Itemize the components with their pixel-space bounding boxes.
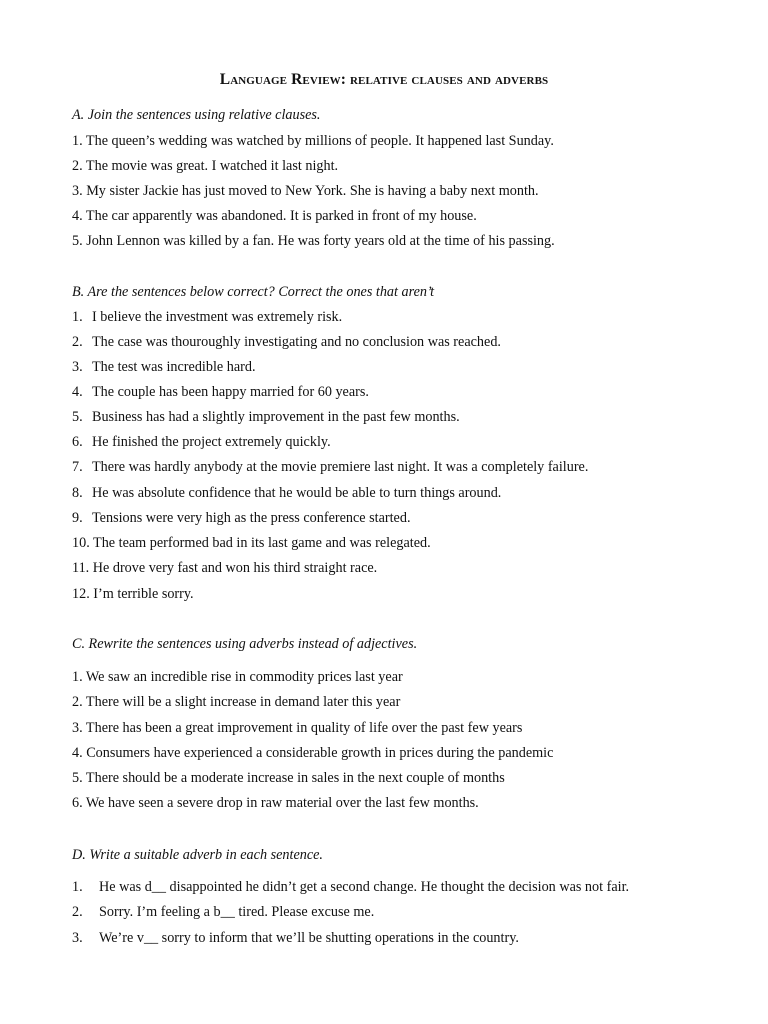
item-text: The case was thouroughly investigating and no conclusion was reached. [92,334,501,350]
item-text: He drove very fast and won his third straight race. [92,560,378,576]
section-b-item-9 [72,509,411,527]
section-c-heading: C. Rewrite the sentences using adverbs instead of adjectives. [72,636,418,652]
item-text: Business has had a slightly improvement in the past few months. [92,409,460,425]
section-d-item-2 [72,903,374,921]
item-number: 7. [72,459,83,475]
item-number: 1. [72,309,83,325]
item-number: 2. [72,904,83,920]
section-a-item-5: 5. John Lennon was killed by a fan. He was forty years old at the time of his passing. [72,233,555,249]
section-c-item-6: 6. We have seen a severe drop in raw material over the last few months. [72,795,479,811]
item-text: Tensions were very high as the press conference started. [92,510,411,526]
item-number: 10. [72,535,90,551]
section-a-item-1: 1. The queen’s wedding was watched by millions of people. It happened last Sunday. [72,133,554,149]
item-text: The couple has been happy married for 60 years. [92,384,369,400]
item-number: 4. [72,384,83,400]
item-number: 2. [72,334,83,350]
item-text: He was d__ disappointed he didn’t get a second change. He thought the decision was not fair. [99,879,630,895]
item-text: He finished the project extremely quickly. [92,434,331,450]
section-b-item-8 [72,484,501,502]
item-text: We’re v__ sorry to inform that we’ll be shutting operations in the country. [99,930,519,946]
section-b-item-11 [72,559,377,577]
item-text: The team performed bad in its last game and was relegated. [93,535,431,551]
item-text: I believe the investment was extremely risk. [92,309,343,325]
item-number: 11. [72,560,90,576]
item-number: 1. [72,879,83,895]
section-b-item-10 [72,534,431,552]
section-d-heading: D. Write a suitable adverb in each sentence. [72,847,323,863]
item-text: Sorry. I’m feeling a b__ tired. Please excuse me. [99,904,375,920]
item-number: 8. [72,485,83,501]
item-number: 3. [72,930,83,946]
section-b-item-4 [72,383,369,401]
section-b-item-7 [72,458,588,476]
item-text: There was hardly anybody at the movie premiere last night. It was a completely failure. [92,459,589,475]
section-b-item-6 [72,433,331,451]
item-text: The test was incredible hard. [92,359,256,375]
item-number: 12. [72,586,90,602]
section-b-heading: B. Are the sentences below correct? Correct the ones that aren’t [72,284,435,300]
section-d-item-1 [72,878,629,896]
item-number: 6. [72,434,83,450]
section-a-item-4: 4. The car apparently was abandoned. It is parked in front of my house. [72,208,477,224]
section-b-item-1 [72,308,342,326]
item-number: 5. [72,409,83,425]
section-c-item-5: 5. There should be a moderate increase in sales in the next couple of months [72,770,505,786]
section-b-item-12 [72,585,194,603]
item-text: He was absolute confidence that he would be able to turn things around. [92,485,502,501]
section-b-item-3 [72,358,256,376]
section-c-item-1: 1. We saw an incredible rise in commodity prices last year [72,669,403,685]
section-c-item-4: 4. Consumers have experienced a considerable growth in prices during the pandemic [72,745,554,761]
item-number: 3. [72,359,83,375]
item-number: 9. [72,510,83,526]
section-b-item-5 [72,408,460,426]
section-c-item-2: 2. There will be a slight increase in demand later this year [72,694,401,710]
section-a-item-3: 3. My sister Jackie has just moved to New York. She is having a baby next month. [72,183,539,199]
section-a-item-2: 2. The movie was great. I watched it last night. [72,158,339,174]
section-c-item-3: 3. There has been a great improvement in quality of life over the past few years [72,720,523,736]
section-b-item-2 [72,333,501,351]
section-a-heading: A. Join the sentences using relative clauses. [72,107,321,123]
worksheet-title: Language Review: relative clauses and adverbs [219,71,549,88]
section-d-item-3 [72,929,519,947]
item-text: I’m terrible sorry. [93,586,194,602]
